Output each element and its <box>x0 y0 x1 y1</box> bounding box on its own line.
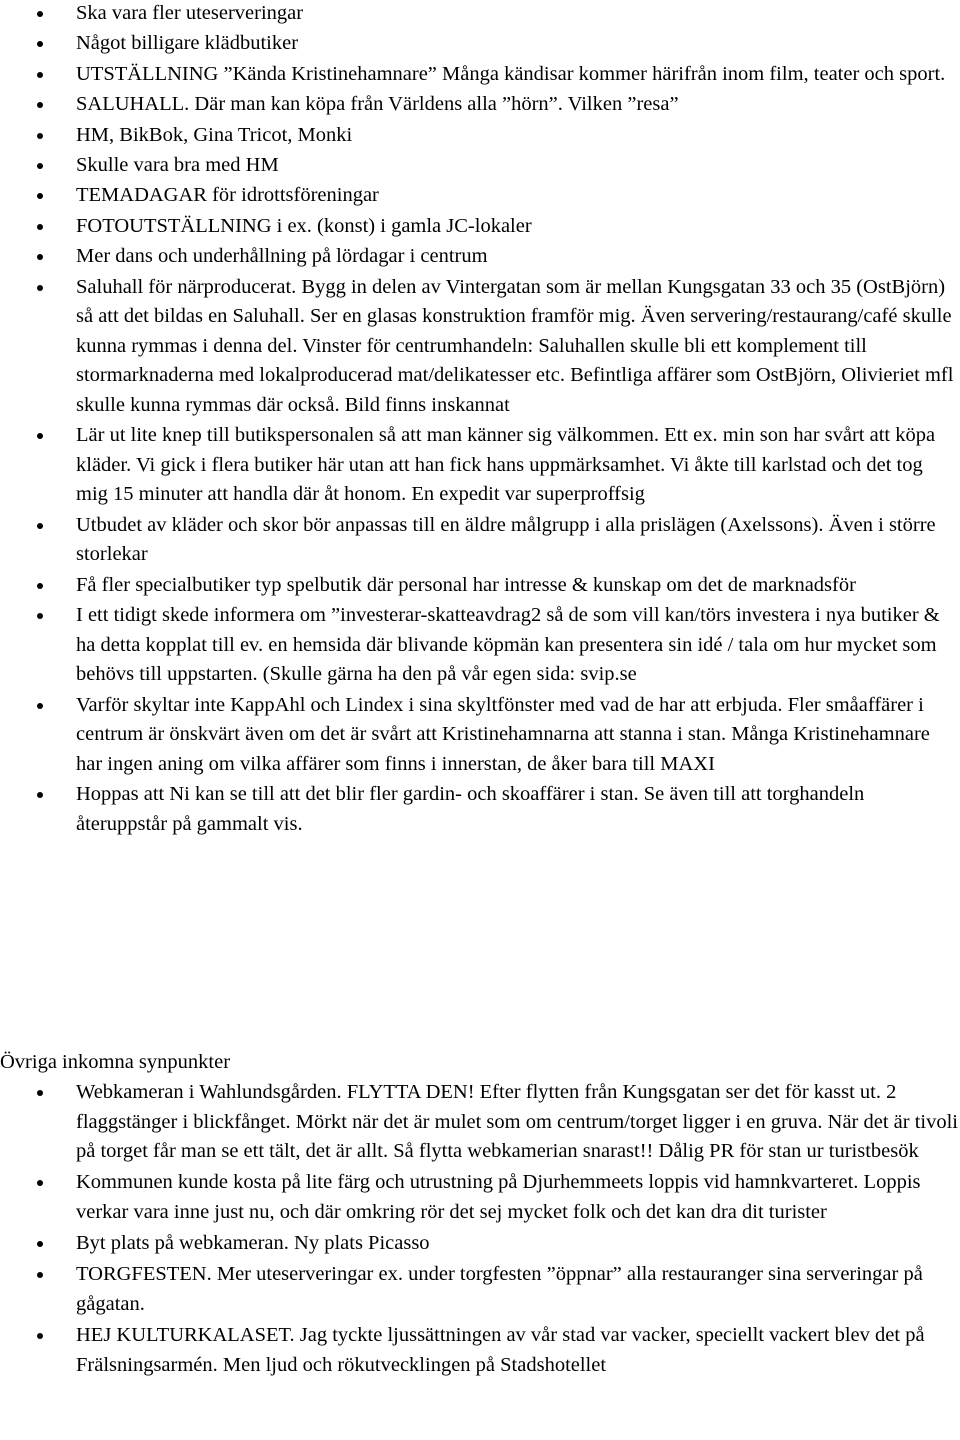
list-item-text: UTSTÄLLNING ”Kända Kristinehamnare” Många kändisar kommer härifrån inom film, teater och sport. <box>76 62 946 85</box>
other-comments-list <box>0 1078 960 1382</box>
bullet-icon <box>37 583 43 589</box>
bullet-icon <box>37 1090 43 1096</box>
list-item <box>0 60 960 90</box>
bullet-icon <box>37 523 43 529</box>
list-item-text: Lär ut lite knep till butikspersonalen så att man känner sig välkommen. Ett ex. min son har svårt att köpa kläder. Vi gick i flera butiker här utan att han fick hans uppmärksamhet. Vi åkte till karlstad och det tog mig 15 minuter att handla där åt honom. En expedit var superproffsig <box>76 424 936 506</box>
list-item-text: FOTOUTSTÄLLNING i ex. (konst) i gamla JC-lokaler <box>76 214 532 237</box>
bullet-icon <box>37 72 43 78</box>
list-item <box>0 691 960 780</box>
bullet-icon <box>37 133 43 139</box>
list-item <box>0 1260 960 1319</box>
bullet-icon <box>37 102 43 108</box>
bullet-icon <box>37 193 43 199</box>
bullet-icon <box>37 703 43 709</box>
list-item-text: Byt plats på webkameran. Ny plats Picasso <box>76 1232 430 1255</box>
list-item-text: Kommunen kunde kosta på lite färg och utrustning på Djurhemmeets loppis vid hamnkvarteret. Loppis verkar vara inne just nu, och där omkring rör det sej mycket folk och det kan dra dit turister <box>76 1171 921 1223</box>
bullet-icon <box>37 224 43 230</box>
list-item-text: Hoppas att Ni kan se till att det blir fler gardin- och skoaffärer i stan. Se även till att torghandeln återuppstår på gammalt vis. <box>76 783 865 835</box>
list-item <box>0 511 960 570</box>
list-item-text: TORGFESTEN. Mer uteserveringar ex. under torgfesten ”öppnar” alla restauranger sina serveringar på gågatan. <box>76 1263 923 1315</box>
list-item <box>0 601 960 690</box>
list-item-text: Ska vara fler uteserveringar <box>76 2 304 24</box>
list-item <box>0 1078 960 1167</box>
list-item <box>0 273 960 421</box>
bullet-icon <box>37 792 43 798</box>
bullet-icon <box>37 433 43 439</box>
list-item <box>0 780 960 839</box>
list-item <box>0 242 960 272</box>
list-item-text: Något billigare klädbutiker <box>76 32 299 55</box>
list-item-text: Webkameran i Wahlundsgården. FLYTTA DEN! Efter flytten från Kungsgatan ser det för kasst ut. 2 flaggstänger i blickfånget. Mörkt när det är mulet som om centrum/torget ligger i en gruva. När det är tivoli på torget får man se ett tält, det är allt. Så flytta webkamerian snarast!! Dålig PR för stan ur turistbesök <box>76 1081 959 1163</box>
list-item-text: Varför skyltar inte KappAhl och Lindex i sina skyltfönster med vad de har att erbjuda. Fler småaffärer i centrum är önskvärt även om det är svårt att Kristinehamnarna att stanna i stan. Många Kristinehamnare har ingen aning om vilka affärer som finns i innerstan, de åker bara till MAXI <box>76 693 930 775</box>
list-item <box>0 1321 960 1380</box>
list-item <box>0 212 960 242</box>
list-item-text: Saluhall för närproducerat. Bygg in delen av Vintergatan som är mellan Kungsgatan 33 och 35 (OstBjörn) så att det bildas en Saluhall. Ser en glasas konstruktion framför mig. Även servering/restaurang/café skulle kunna rymmas i denna del. Vinster för centrumhandeln: Saluhallen skulle bli ett komplement till stormarknaderna med lokalproducerad mat/delikatesser etc. Befintliga affärer som OstBjörn, Olivieriet mfl skulle kunna rymmas där också. Bild finns inskannat <box>76 275 954 416</box>
bullet-icon <box>37 285 43 291</box>
list-item <box>0 1229 960 1259</box>
bullet-icon <box>37 1272 43 1278</box>
list-item-text: Mer dans och underhållning på lördagar i centrum <box>76 245 488 268</box>
list-item-text: Utbudet av kläder och skor bör anpassas till en äldre målgrupp i alla prislägen (Axelssons). Även i större storlekar <box>76 513 936 566</box>
bullet-icon <box>37 1180 43 1186</box>
list-item <box>0 0 960 29</box>
list-item <box>0 571 960 601</box>
list-item-text: SALUHALL. Där man kan köpa från Världens alla ”hörn”. Vilken ”resa” <box>76 93 679 116</box>
list-item-text: Få fler specialbutiker typ spelbutik där personal har intresse & kunskap om det de marknadsför <box>76 573 856 596</box>
list-item <box>0 421 960 510</box>
list-item <box>0 151 960 181</box>
list-item <box>0 29 960 59</box>
bullet-icon <box>37 1333 43 1339</box>
bullet-icon <box>37 613 43 619</box>
list-item <box>0 1168 960 1227</box>
list-item-text: Skulle vara bra med HM <box>76 153 279 176</box>
list-item-text: TEMADAGAR för idrottsföreningar <box>76 184 379 207</box>
list-item <box>0 90 960 120</box>
list-item-text: I ett tidigt skede informera om ”investerar-skatteavdrag2 så de som vill kan/törs investera i nya butiker & ha detta kopplat till ev. en hemsida där blivande köpmän kan presentera sin idé / tala om hur mycket som behövs till uppstarten. (Skulle gärna ha den på vår egen sida: svip.se <box>76 604 940 686</box>
bullet-icon <box>37 11 43 17</box>
list-item <box>0 181 960 211</box>
section-heading: Övriga inkomna synpunkter <box>0 1051 231 1073</box>
bullet-icon <box>37 1241 43 1247</box>
list-item <box>0 121 960 151</box>
bullet-icon <box>37 254 43 260</box>
list-item-text: HM, BikBok, Gina Tricot, Monki <box>76 123 353 146</box>
bullet-icon <box>37 41 43 47</box>
list-item-text: HEJ KULTURKALASET. Jag tyckte ljussättningen av vår stad var vacker, speciellt vackert blev det på Frälsningsarmén. Men ljud och rökutvecklingen på Stadshotellet <box>76 1324 925 1376</box>
bullet-icon <box>37 163 43 169</box>
